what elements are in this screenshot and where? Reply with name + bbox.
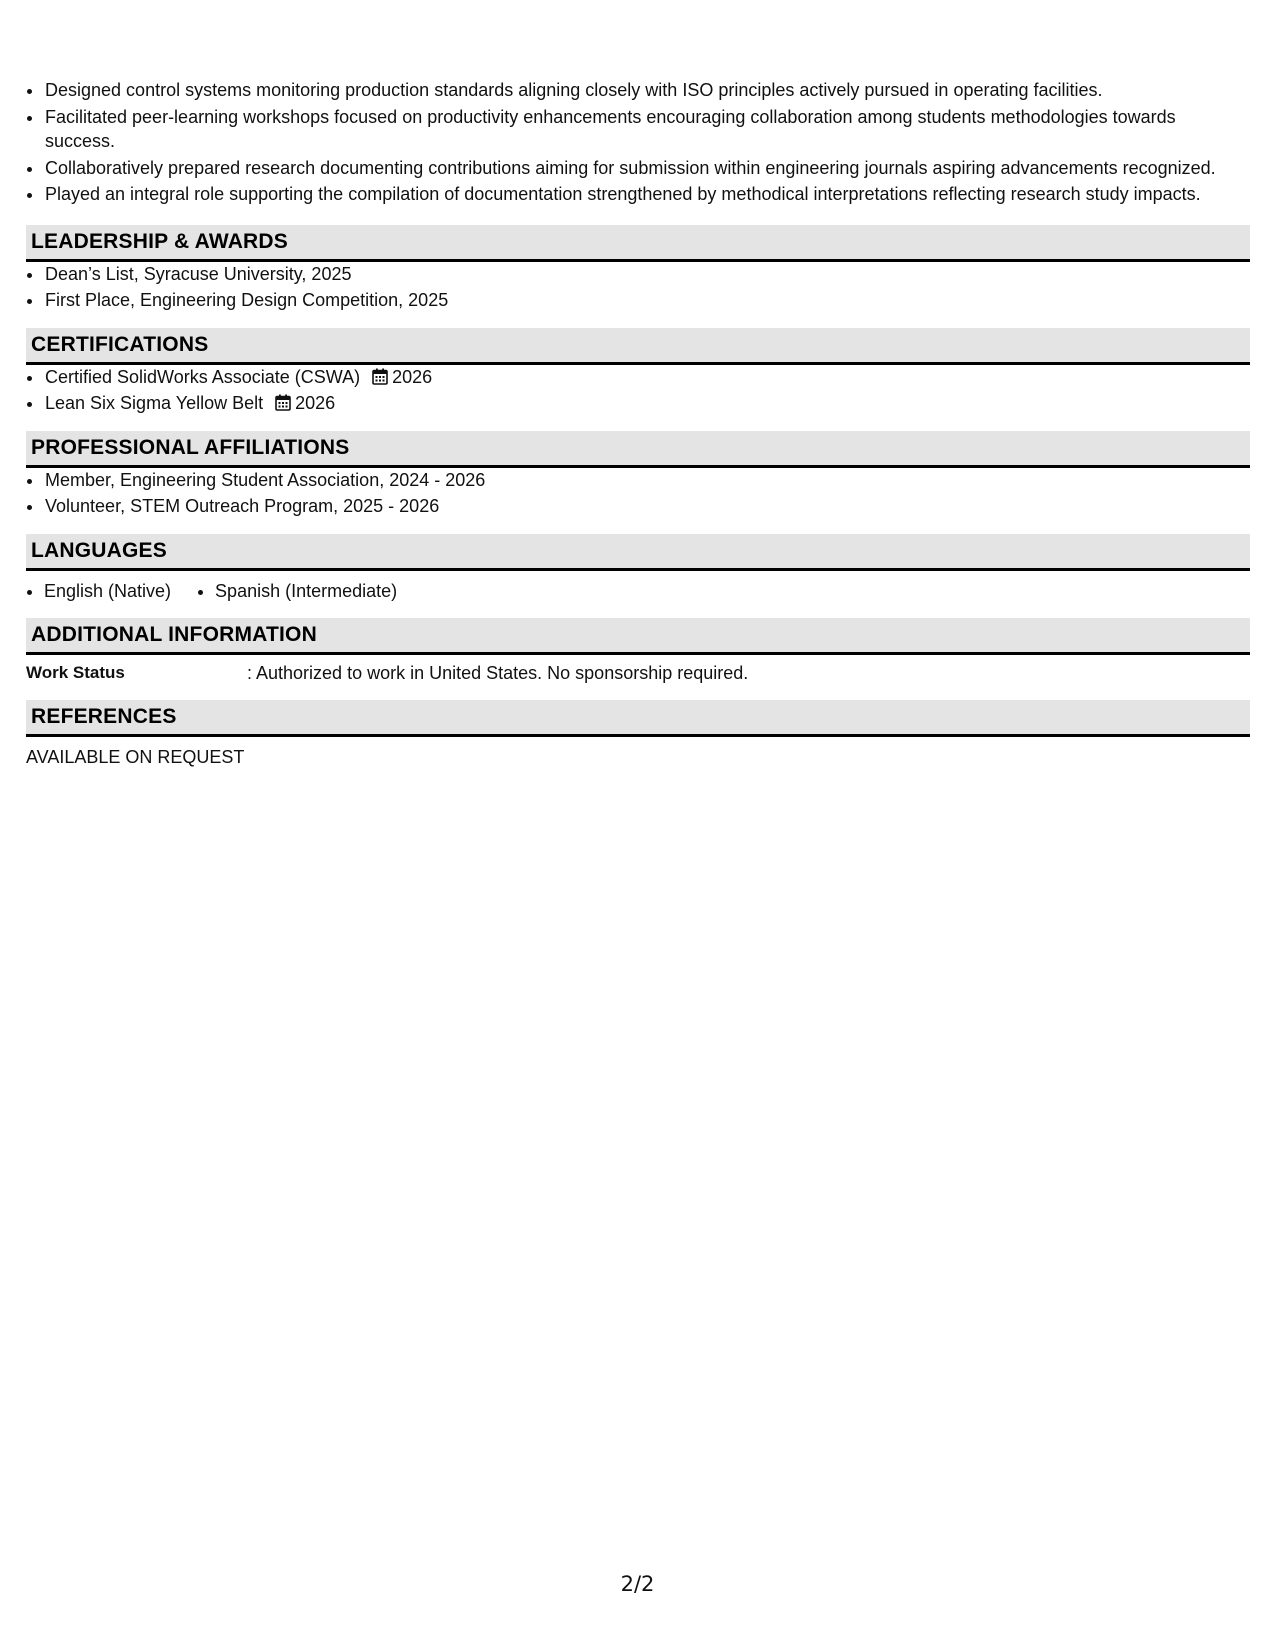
affiliations-list: [26, 468, 1250, 519]
work-status-value: : Authorized to work in United States. No sponsorship required.: [247, 662, 749, 683]
references-text: AVAILABLE ON REQUEST: [26, 746, 245, 767]
leadership-list: [26, 262, 1250, 313]
work-status-label: Work Status: [26, 662, 125, 682]
calendar-icon: [275, 393, 291, 410]
list-item: • Played an integral role supporting the compilation of documentation strengthened by methodical interpretations reflecting research study impacts.: [44, 182, 1250, 207]
section-heading-additional-information: ADDITIONAL INFORMATION: [26, 618, 1250, 655]
work-status-row: [26, 661, 1250, 685]
languages-list: [26, 579, 1250, 603]
section-heading-certifications: CERTIFICATIONS: [26, 328, 1250, 365]
list-item: [44, 365, 1250, 390]
certification-year: 2026: [295, 393, 336, 413]
list-item: • English (Native): [44, 579, 171, 603]
certification-name: Lean Six Sigma Yellow Belt: [45, 393, 264, 413]
list-item: [44, 391, 1250, 416]
experience-bullet-list: [26, 78, 1250, 207]
resume-page: [26, 78, 1250, 769]
list-item: • Designed control systems monitoring production standards aligning closely with ISO principles actively pursued in operating facilities.: [44, 78, 1250, 103]
section-heading-languages: LANGUAGES: [26, 534, 1250, 571]
list-item: • First Place, Engineering Design Competition, 2025: [44, 288, 1250, 313]
list-item: • Collaboratively prepared research documenting contributions aiming for submission within engineering journals aspiring advancements recognized.: [44, 156, 1250, 181]
list-item: • Facilitated peer-learning workshops focused on productivity enhancements encouraging collaboration among students methodologies towards success.: [44, 105, 1250, 154]
section-heading-affiliations: PROFESSIONAL AFFILIATIONS: [26, 431, 1250, 468]
page-number: 2/2: [620, 1572, 655, 1596]
certification-year: 2026: [392, 366, 433, 387]
list-item: • Member, Engineering Student Association, 2024 - 2026: [44, 468, 1250, 493]
list-item: • Volunteer, STEM Outreach Program, 2025 - 2026: [44, 494, 1250, 519]
list-item: • Spanish (Intermediate): [215, 579, 397, 603]
certification-name: Certified SolidWorks Associate (CSWA): [45, 366, 361, 387]
section-heading-references: REFERENCES: [26, 700, 1250, 737]
certifications-list: [26, 365, 1250, 416]
section-heading-leadership: LEADERSHIP & AWARDS: [26, 225, 1250, 262]
calendar-icon: [372, 367, 388, 384]
list-item: • Dean’s List, Syracuse University, 2025: [44, 262, 1250, 287]
